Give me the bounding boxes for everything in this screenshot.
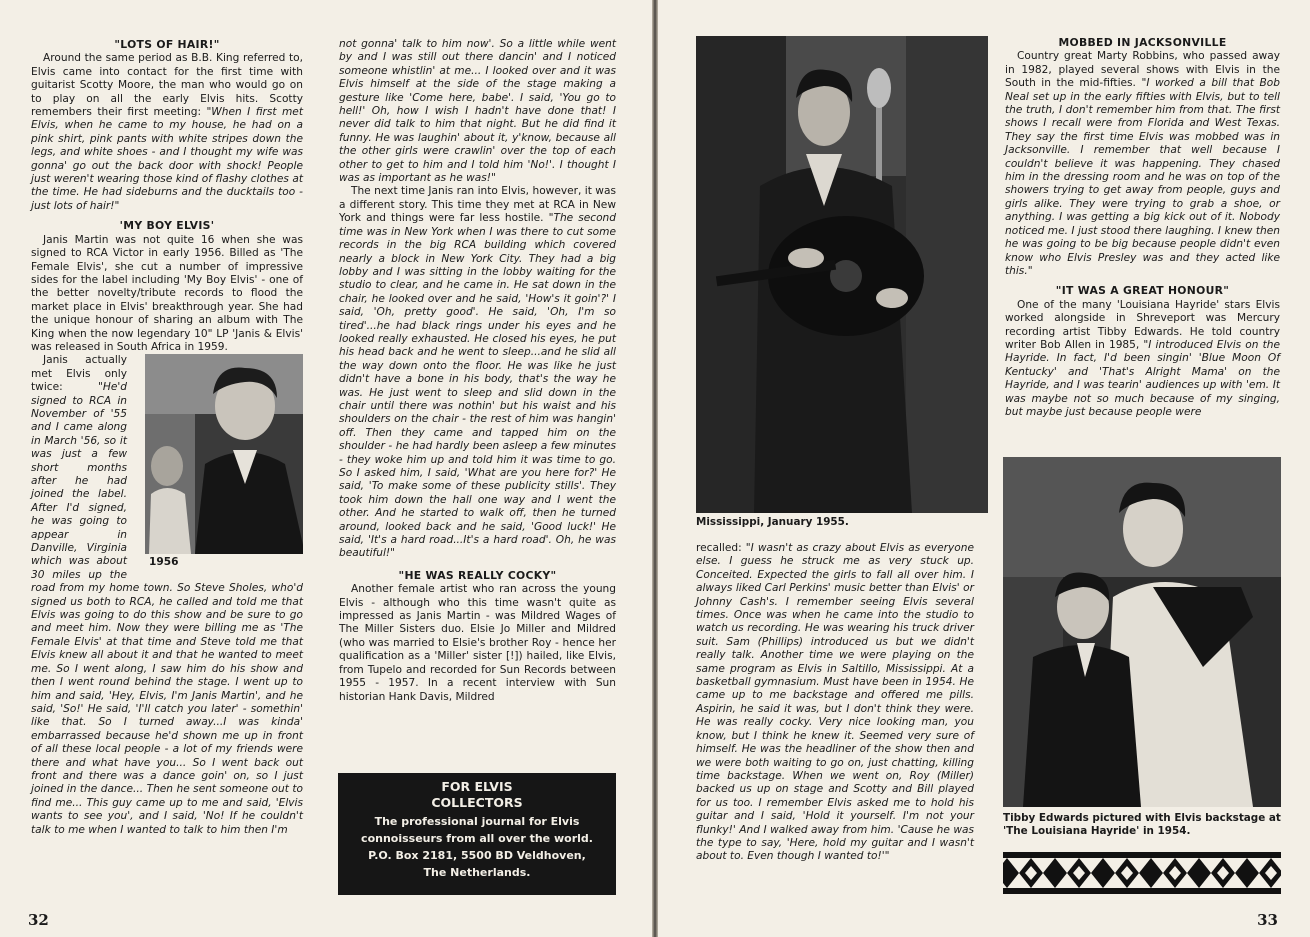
right-column-3 <box>696 542 974 864</box>
left-column-1 <box>31 36 303 837</box>
photo-elvis-1956-image <box>145 354 303 554</box>
left-page <box>0 0 652 937</box>
page-number-left: 32 <box>28 911 49 929</box>
quote-new-york: "The second time was in New York when I was there to cut some records in the big RCA building which covered nearly a block in New York City. They had a big lobby and I was sitting in the lobby waiting for the studio to clear, and he came in. He sat down in the chair, he looked over and he said, 'How's it goin'?' I said, 'Oh, pretty good'. He said, 'Oh, I'm so tired'...he had black rings under his eyes and he looked really exhausted. He closed his eyes, he put his head back and he went to sleep...and he slid all the way down onto the floor. He was like he just didn't have a bone in his body, that's the way he was. He just went to sleep and slid down in the chair until there was nothin' but his waist and his shoulders on the chair - the rest of him was hangin' off. Then they came and tapped him on the shoulder - he had hardly been asleep a few minutes - they woke him up and told him it was time to go. So I asked him, I said, 'What are you here for?' He said, 'To make some of these publicity stills'. They took him down the hall one way and I went the other. And he started to walk off, then he turned around, looked back and he said, 'Good luck!' He said, 'It's a hard road...It's a hard road'. Oh, he was beautiful!" <box>339 212 616 560</box>
photo-caption-mississippi: Mississippi, January 1955. <box>696 516 849 528</box>
quote-marty-robbins: "I worked a bill that Bob Neal set up in the early fifties with Elvis, but to tell the truth, I don't remember him from that. The first shows I recall were from Florida and West Texas. They say the first time Elvis was mobbed was in Jacksonville. I remember that well because I couldn't believe it was happening. They chased him in the dressing room and he was on top of the showers trying to get away from people, guys and girls alike. They were trying to grab a shoe, or anything. I was getting a big kick out of it. Nobody noticed me. I just stood there laughing. I knew then he was going to be big because people didn't even know who Elvis Presley was and they acted like this." <box>1005 77 1280 277</box>
ad-line-3: P.O. Box 2181, 5500 BD Veldhoven, <box>368 849 586 862</box>
diamond-pattern-icon <box>1003 852 1281 894</box>
heading-lots-of-hair: "LOTS OF HAIR!" <box>114 38 220 51</box>
right-page <box>658 0 1310 937</box>
photo-caption-tibby-edwards: Tibby Edwards pictured with Elvis backstage at 'The Louisiana Hayride' in 1954. <box>1003 812 1281 837</box>
quote-janis-martin: "He'd signed to RCA in November of '55 and I came along in March '56, so it was just a few short months after he had joined the label. After I'd signed, he was going to appear in Danville, Virginia which was about 30 miles up the road from my home town. So Steve Sholes, who'd signed us both to RCA, he called and told me that Elvis was going to do this show and be sure to go and meet him. Now they were billing me as 'The Female Elvis' at that time and Steve told me that Elvis knew all about it and that he wanted to meet me. So I went along, I saw him do his show and then I went round behind the stage. I went up to him and said, 'Hey, Elvis, I'm Janis Martin', and he said, 'So!' He said, 'I'll catch you later' - somethin' like that. So I turned away...I was kinda' embarrassed because he'd shown me up in front of all these local people - a lot of my friends were there and what have you... So I went back out front and there was a dance goin' on, so I just joined in the dance... Then he sent someone out to find me... This guy came up to me and said, 'Elvis wants to see you', and I said, 'No! If he couldn't talk to me when I wanted to talk to him then I'm <box>31 381 303 836</box>
quote-mildred-wages: "I wasn't as crazy about Elvis as everyone else. I guess he struck me as very stuck up. Conceited. Expected the girls to fall all over him. I always liked Carl Perkins' music better than Elvis' or Johnny Cash's. I remember seeing Elvis several times. Once was when he came into the studio to watch us recording. He was wearing his truck driver suit. Sam (Phillips) introduced us but we didn't really talk. Another time we were playing on the same program as Elvis in Saltillo, Mississippi. At a basketball gymnasium. Must have been in 1954. He came up to me backstage and offered me pills. Aspirin, he said it was, but I don't think they were. He was really cocky. Very nice looking man, you know, but I think he knew it. Seemed very sure of himself. He was the headliner of the show then and we were both waiting to go on, just chatting, killing time backstage. When we went on, Roy (Miller) backed us up on stage and Scotty and Bill played for us too. I remember Elvis asked me to hold his guitar and I said, 'Hold it yourself. I'm not your flunky!' And I walked away from him. 'Cause he was the type to say, 'Here, hold my guitar and I wasn't about to. Even though I wanted to!'" <box>696 542 974 863</box>
ad-title-2: COLLECTORS <box>431 795 523 810</box>
ad-title-1: FOR ELVIS <box>441 779 513 794</box>
ad-line-1: The professional journal for Elvis <box>374 815 580 828</box>
photo-elvis-guitar <box>696 36 988 513</box>
paragraph-scotty-moore: Around the same period as B.B. King referred to, Elvis came into contact for the first time with guitarist Scotty Moore, the man who would go on to play on all the early Elvis hits. Scotty remembers their first meeting: "When I first met Elvis, when he came to my house, he had on a pink shirt, pink pants with white stripes down the legs, and white shoes - and I thought my wife was gonna' go out the back door with shock! People just weren't wearing those kind of flashy clothes at the time. He had sideburns and the ducktails too - just lots of hair!" <box>31 52 303 212</box>
paragraph-mildred-recalled: recalled: "I wasn't as crazy about Elvis as everyone else. I guess he struck me as very stuck up. Conceited. Expected the girls to fall all over him. I always liked Carl Perkins' music better than Elvis' or Johnny Cash's. I remember seeing Elvis several times. Once was when he came into the studio to watch us recording. He was wearing his truck driver suit. Sam (Phillips) introduced us but we didn't really talk. Another time we were playing on the same program as Elvis in Saltillo, Mississippi. At a basketball gymnasium. Must have been in 1954. He came up to me backstage and offered me pills. Aspirin, he said it was, but I don't think they were. He was really cocky. Very nice looking man, you know, but I think he knew it. Seemed very sure of himself. He was the headliner of the show then and we were both waiting to go on, just chatting, killing time backstage. When we went on, Roy (Miller) backed us up on stage and Scotty and Bill played for us too. I remember Elvis asked me to hold his guitar and I said, 'Hold it yourself. I'm not your flunky!' And I walked away from him. 'Cause he was the type to say, 'Here, hold my guitar and I wasn't about to. Even though I wanted to!'" <box>696 542 974 863</box>
quote-janis-continued: not gonna' talk to him now'. So a little while went by and I was still out there dancin' and I noticed someone whistlin' at me... I looked over and it was Elvis himself at the side of the stage making a gesture like 'Come here, babe'. I said, 'You go to hell!' Oh, how I wish I hadn't have done that! I never did talk to him that night. But he did find it funny. He was laughin' about it, y'know, because all the other girls were crawlin' over the top of each other to get to him and I told him 'No!'. I thought I was as important as he was!" <box>339 38 616 185</box>
photo-tibby-edwards-image <box>1003 457 1281 807</box>
decorative-pattern-strip <box>1003 852 1281 894</box>
paragraph-janis-martin: Janis Martin was not quite 16 when she was signed to RCA Victor in early 1956. Billed as 'The Female Elvis', she cut a number of impressive sides for the label including 'My Boy Elvis' - one of the better novelty/tribute records to flood the market place in Elvis' breakthrough year. She had the unique honour of sharing an album with The King when the now legendary 10" LP 'Janis & Elvis' was released in South Africa in 1959. <box>31 233 303 353</box>
right-column-4 <box>1005 34 1280 419</box>
heading-my-boy-elvis: 'MY BOY ELVIS' <box>119 219 215 233</box>
photo-tibby-edwards-elvis <box>1003 457 1281 807</box>
quote-tibby-edwards: "I introduced Elvis on the Hayride. In fact, I'd been singin' 'Blue Moon Of Kentucky' and 'That's Alright Mama' on the Hayride, and I was tearin' audiences up with 'em. It was maybe not so much because of my singing, but maybe just because people were <box>1005 338 1280 418</box>
heading-great-honour: "IT WAS A GREAT HONOUR" <box>1055 284 1230 298</box>
quote-scotty-moore: "When I first met Elvis, when he came to my house, he had on a pink shirt, pink pants with white stripes down the legs, and white shoes - and I thought my wife was gonna' go out the back door with shock! People just weren't wearing those kind of flashy clothes at the time. He had sideburns and the ducktails too - just lots of hair!" <box>31 106 303 212</box>
paragraph-marty-robbins: Country great Marty Robbins, who passed away in 1982, played several shows with Elvis in the South in the mid-fifties. "I worked a bill that Bob Neal set up in the early fifties with Elvis, but to tell the truth, I don't remember him from that. The first shows I recall were from Florida and West Texas. They say the first time Elvis was mobbed was in Jacksonville. I remember that well because I couldn't believe it was happening. They chased him in the dressing room and he was on top of the showers trying to get away from people, guys and girls alike. They were trying to grab a shoe, or anything. I was getting a big kick out of it. Nobody noticed me. I just stood there laughing. I knew then he was going to be big because people didn't even know who Elvis Presley was and they acted like this." <box>1005 50 1280 277</box>
ad-line-2: connoisseurs from all over the world. <box>361 832 593 845</box>
paragraph-mildred-wages: Another female artist who ran across the young Elvis - although who this time wasn't quite as impressed as Janis Martin - was Mildred Wages of The Miller Sisters duo. Elsie Jo Miller and Mildred (who was married to Elsie's brother Roy - hence her qualification as a 'Miller' sister [!]) hailed, like Elvis, from Tupelo and recorded for Sun Records between 1955 - 1957. In a recent interview with Sun historian Hank Davis, Mildred <box>339 583 616 703</box>
paragraph-janis-met-elvis: 1956 Janis actually met Elvis only twice: "He'd signed to RCA in November of '55 and I came along in March '56, so it was just a few short months after he had joined the label. After I'd signed, he was going to appear in Danville, Virginia which was about 30 miles up the road from my home town. So Steve Sholes, who'd signed us both to RCA, he called and told me that Elvis was going to do this show and be sure to go and meet him. Now they were billing me as 'The Female Elvis' at that time and Steve told me that Elvis knew all about it and that he wanted to meet me. So I went along, I saw him do his show and then I went round behind the stage. I went up to him and said, 'Hey, Elvis, I'm Janis Martin', and he said, 'So!' He said, 'I'll catch you later' - somethin' like that. So I turned away...I was kinda' embarrassed because he'd shown me up in front of all these local people - a lot of my friends were there and what have you... So I went back out front and there was a dance goin' on, so I just joined in the dance... Then he sent someone out to find me... This guy came up to me and said, 'Elvis wants to see you', and I said, 'No! If he couldn't talk to me when I wanted to talk to him then I'm <box>31 354 303 837</box>
ad-line-4: The Netherlands. <box>423 866 531 879</box>
heading-mobbed-jacksonville: MOBBED IN JACKSONVILLE <box>1058 36 1227 49</box>
photo-caption-1956: 1956 <box>135 556 181 569</box>
photo-elvis-1956 <box>133 354 303 569</box>
photo-elvis-guitar-image <box>696 36 988 513</box>
page-number-right: 33 <box>1257 911 1278 929</box>
paragraph-new-york: The next time Janis ran into Elvis, however, it was a different story. This time they met at RCA in New York and things were far less hostile. "The second time was in New York when I was there to cut some records in the big RCA building which covered nearly a block in New York City. They had a big lobby and I was sitting in the lobby waiting for the studio to clear, and he came in. He sat down in the chair, he looked over and he said, 'How's it goin'?' I said, 'Oh, pretty good'. He said, 'Oh, I'm so tired'...he had black rings under his eyes and he looked really exhausted. He closed his eyes, he put his head back and he went to sleep...and he slid all the way down onto the floor. He was like he just didn't have a bone in his body, that's the way he was. He just went to sleep and slid down in the chair until there was nothin' but his waist and his shoulders on the chair - the rest of him was hangin' off. Then they came and tapped him on the shoulder - he had hardly been asleep a few minutes - they woke him up and told him it was time to go. So I asked him, I said, 'What are you here for?' He said, 'To make some of these publicity stills'. They took him down the hall one way and I went the other. And he started to walk off, then he turned around, looked back and he said, 'Good luck!' He said, 'It's a hard road...It's a hard road'. Oh, he was beautiful!" <box>339 185 616 560</box>
heading-really-cocky: "HE WAS REALLY COCKY" <box>398 568 557 582</box>
ad-box-elvis-collectors <box>338 773 616 895</box>
paragraph-tibby-edwards: One of the many 'Louisiana Hayride' stars Elvis worked alongside in Shreveport was Mercury recording artist Tibby Edwards. He told country writer Bob Allen in 1985, "I introduced Elvis on the Hayride. In fact, I'd been singin' 'Blue Moon Of Kentucky' and 'That's Alright Mama' on the Hayride, and I was tearin' audiences up with 'em. It was maybe not so much because of my singing, but maybe just because people were <box>1005 298 1280 418</box>
left-column-2 <box>339 38 616 704</box>
